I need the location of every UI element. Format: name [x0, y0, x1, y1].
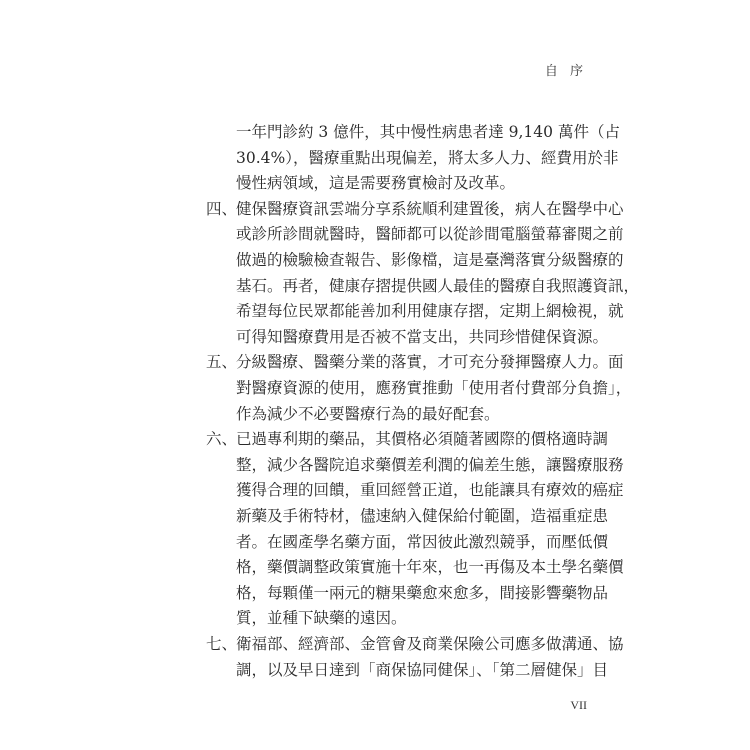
text-line: 格，每顆僅一兩元的糖果藥愈來愈多，間接影響藥物品 [236, 583, 609, 602]
list-marker: 四、 [206, 199, 238, 218]
text-line: 分級醫療、醫藥分業的落實，才可充分發揮醫療人力。面 [236, 353, 624, 372]
text-line: 健保醫療資訊雲端分享系統順利建置後，病人在醫學中心 [236, 199, 624, 218]
text-line: 30.4%），醫療重點出現偏差，將太多人力、經費用於非 [236, 148, 619, 167]
text-line: 基石。再者，健康存摺提供國人最佳的醫療自我照護資訊， [236, 276, 640, 295]
text-line: 質，並種下缺藥的遠因。 [236, 609, 407, 628]
text-line: 整，減少各醫院追求藥價差利潤的偏差生態，讓醫療服務 [236, 455, 624, 474]
text-line: 做過的檢驗檢查報告、影像檔，這是臺灣落實分級醫療的 [236, 251, 624, 269]
text-line: 調，以及早日達到「商保協同健保」、「第二層健保」目 [236, 660, 609, 679]
text-line: 作為減少不必要醫療行為的最好配套。 [236, 404, 500, 423]
text-line: 或診所診間就醫時，醫師都可以從診間電腦螢幕審閱之前 [236, 225, 624, 244]
text-line: 者。在國產學名藥方面，常因彼此激烈競爭，而壓低價 [236, 532, 609, 551]
text-line: 已過專利期的藥品，其價格必須隨著國際的價格適時調 [236, 430, 609, 449]
text-line: 獲得合理的回饋，重回經營正道，也能讓具有療效的癌症 [236, 481, 624, 500]
text-line: 希望每位民眾都能善加利用健康存摺，定期上網檢視，就 [236, 302, 624, 321]
text-line: 可得知醫療費用是否被不當支出，共同珍惜健保資源。 [236, 327, 609, 346]
text-line: 一年門診約 3 億件，其中慢性病患者達 9,140 萬件（占 [236, 123, 620, 141]
text-line: 慢性病領域，這是需要務實檢討及改革。 [236, 174, 516, 193]
text-line: 格，藥價調整政策實施十年來，也一再傷及本土學名藥價 [236, 558, 624, 577]
running-header: 自 序 [544, 64, 587, 79]
page-number: VII [570, 698, 587, 712]
list-marker: 六、 [206, 430, 238, 449]
text-line: 對醫療資源的使用，應務實推動「使用者付費部分負擔」， [236, 379, 632, 397]
text-line: 新藥及手術特材，儘速納入健保給付範圍，造福重症患 [236, 507, 609, 525]
text-line: 衛福部、經濟部、金管會及商業保險公司應多做溝通、協 [236, 635, 624, 653]
list-marker: 五、 [206, 353, 238, 372]
list-marker: 七、 [206, 635, 238, 653]
